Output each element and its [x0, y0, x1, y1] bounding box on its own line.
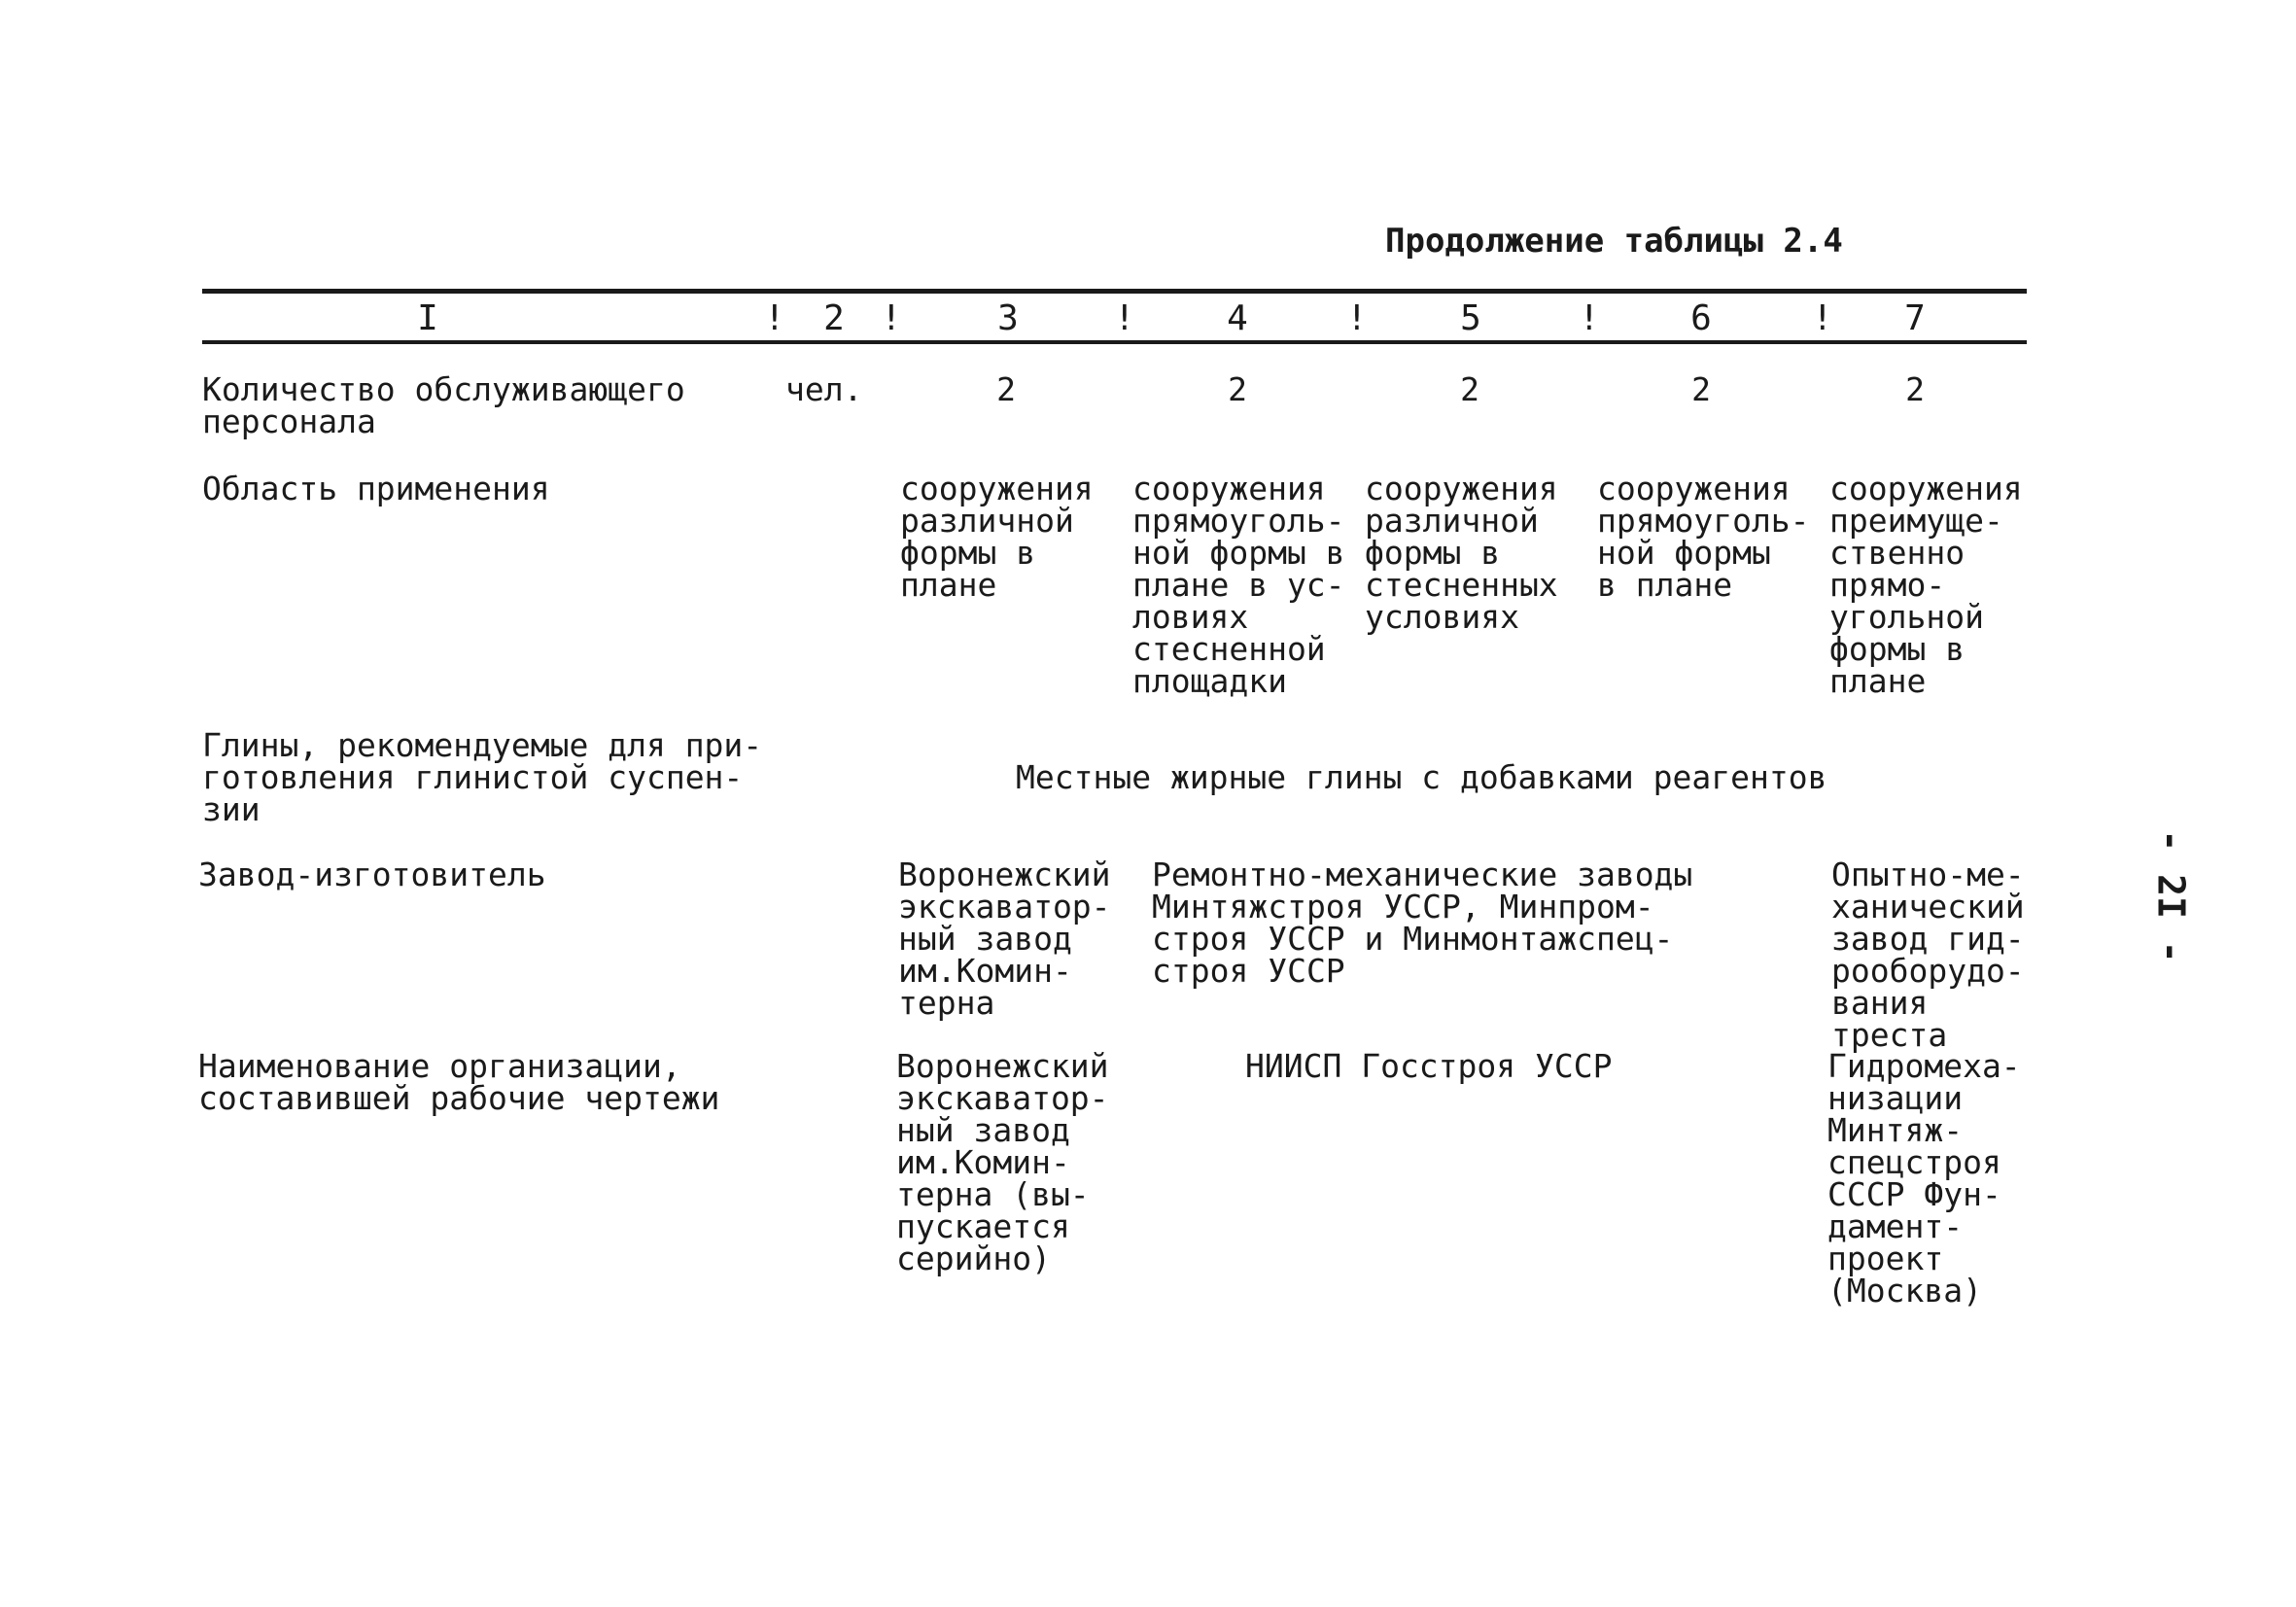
header-separator: !	[881, 298, 902, 338]
cell-col3: Воронежский экскаватор- ный завод им.Комин- терна (вы- пускается серийно)	[896, 1047, 1109, 1277]
page-number: - 2I -	[2149, 829, 2193, 963]
cell-col4-6: НИИСП Госстроя УССР	[1245, 1047, 1613, 1085]
table-caption: Продолжение таблицы 2.4	[1385, 222, 1843, 261]
cell-col6: 2	[1691, 370, 1711, 408]
header-separator: !	[1346, 298, 1368, 338]
header-col-1: I	[417, 298, 438, 338]
cell-col7: сооружения преимуще- ственно прямо- угольной формы в плане	[1829, 470, 2023, 700]
header-separator: !	[764, 298, 785, 338]
row-unit: чел.	[785, 370, 863, 408]
cell-col7: Опытно-ме- ханический завод гид- рооборудо- вания треста	[1831, 856, 2025, 1054]
cell-col3: Воронежский экскаватор- ный завод им.Комин- терна	[898, 856, 1111, 1022]
cell-col7: 2	[1905, 370, 1925, 408]
header-separator: !	[1812, 298, 1833, 338]
header-top-rule	[202, 289, 2027, 294]
header-col-4: 4	[1227, 298, 1248, 338]
row-label: Глины, рекомендуемые для при- готовления глинистой суспен- зии	[202, 726, 763, 828]
header-col-3: 3	[997, 298, 1019, 338]
cell-col5: 2	[1460, 370, 1479, 408]
cell-col4-6: Ремонтно-механические заводы Минтяжстроя УССР, Минпром- строя УССР и Минмонтажспец- строя УССР	[1152, 856, 1693, 990]
header-separator: !	[1579, 298, 1600, 338]
header-bottom-rule	[202, 340, 2027, 344]
cell-col7: Гидромеха- низации Минтяж- спецстроя СССР Фун- дамент- проект (Москва)	[1827, 1047, 2021, 1310]
merged-cell: Местные жирные глины с добавками реагентов	[1016, 758, 1827, 796]
cell-col5: сооружения различной формы в стесненных условиях	[1365, 470, 1558, 636]
cell-col4: 2	[1228, 370, 1247, 408]
cell-col4: сооружения прямоуголь- ной формы в плане в ус- ловиях стесненной площадки	[1132, 470, 1345, 700]
header-col-5: 5	[1460, 298, 1481, 338]
header-col-7: 7	[1904, 298, 1926, 338]
row-label: Количество обслуживающего персонала	[202, 370, 685, 440]
cell-col6: сооружения прямоуголь- ной формы в плане	[1597, 470, 1810, 604]
header-separator: !	[1114, 298, 1135, 338]
cell-col3: 2	[996, 370, 1016, 408]
header-col-6: 6	[1690, 298, 1712, 338]
header-col-2: 2	[823, 298, 845, 338]
row-label: Наименование организации, составившей рабочие чертежи	[198, 1047, 720, 1117]
row-label: Завод-изготовитель	[198, 856, 546, 893]
cell-col3: сооружения различной формы в плане	[900, 470, 1094, 604]
row-label: Область применения	[202, 470, 550, 507]
